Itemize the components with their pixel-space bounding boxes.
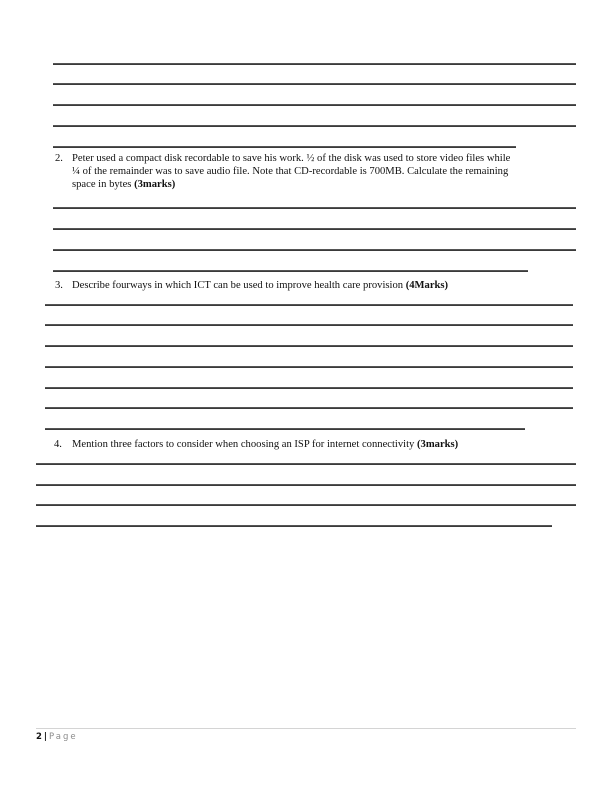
marks-label: (3marks) [417,439,459,450]
page-number: 2 [36,732,42,742]
page-footer [36,731,78,743]
answer-line [45,407,573,409]
answer-line [53,125,576,127]
answer-line [45,304,573,306]
answer-line [45,345,573,347]
answer-line [53,104,576,106]
question-2 [55,152,580,194]
marks-label: (4Marks) [405,280,449,291]
question-3 [55,279,580,293]
answer-line [45,387,573,389]
answer-line [53,249,576,251]
question-text: Mention three factors to consider when choosing an ISP for internet connectivity [72,439,417,450]
question-text-line: space in bytes [72,179,135,191]
answer-line [53,63,576,65]
answer-line [53,228,576,230]
answer-line [45,428,525,430]
page-label: Page [49,732,78,742]
footer-divider [36,728,576,729]
answer-line [36,504,576,506]
question-text-line: Peter used a compact disk recordable to save his work. ½ of the disk was used to store video files while [72,153,511,164]
question-text-line: ¼ of the remainder was to save audio file. Note that CD-recordable is 700MB. Calculate the remaining [72,166,509,178]
answer-line [36,525,552,527]
answer-line [36,484,576,486]
answer-line [53,146,516,148]
footer-separator: | [43,732,48,742]
question-text: Describe fourways in which ICT can be used to improve health care provision [72,280,406,291]
question-4 [54,438,579,452]
question-number: 3. [55,280,63,291]
question-number: 2. [55,153,63,164]
answer-line [53,207,576,209]
marks-label: (3marks) [134,179,176,191]
answer-line [36,463,576,465]
answer-line [53,270,528,272]
question-number: 4. [54,439,62,450]
answer-line [53,83,576,85]
answer-line [45,324,573,326]
answer-line [45,366,573,368]
